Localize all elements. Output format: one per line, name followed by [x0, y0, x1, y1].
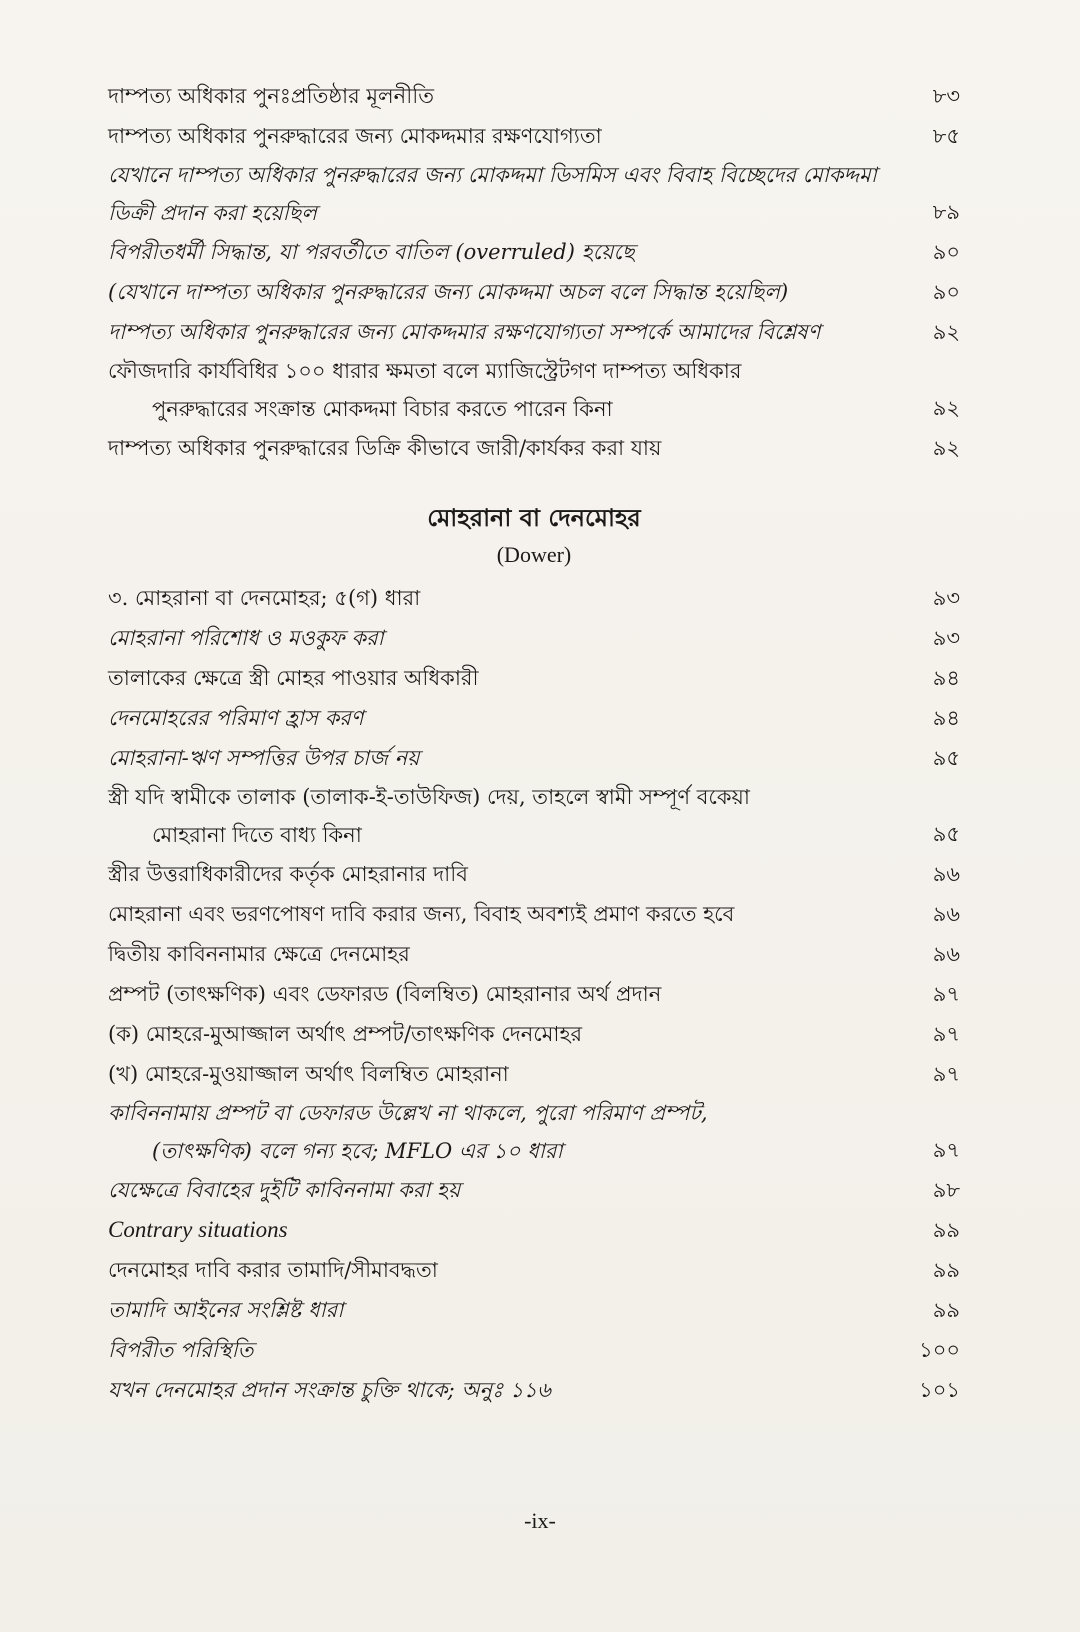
toc-entry-line-2: (তাৎক্ষণিক) বলে গন্য হবে; MFLO এর ১০ ধারা: [152, 1139, 563, 1163]
toc-entry-text: Contrary situations: [108, 1217, 288, 1242]
toc-entry-text: যখন দেনমোহর প্রদান সংক্রান্ত চুক্তি থাকে; অনুঃ ১১৬: [108, 1378, 551, 1402]
toc-entry: [108, 658, 960, 698]
toc-entry: [108, 1210, 960, 1250]
toc-entry-text: মোহরানা-ঋণ সম্পত্তির উপর চার্জ নয়: [108, 746, 420, 770]
toc-entry-hanging: [108, 352, 960, 428]
toc-entry: [108, 232, 960, 272]
toc-entry-page: ৯৬: [932, 942, 960, 966]
toc-entry-page: ৮৯: [932, 200, 960, 224]
toc-entry-page: ৯৭: [932, 1062, 960, 1086]
toc-entry: [108, 1370, 960, 1410]
toc-entry-text: যেখানে দাম্পত্য অধিকার পুনরুদ্ধারের জন্য মোকদ্দমা ডিসমিস এবং বিবাহ বিচ্ছেদের মোকদ্দমা ডিক্রী প্রদান করা হয়েছিল: [108, 163, 877, 225]
toc-entry: [108, 974, 960, 1014]
toc-entry-text: প্রম্পট (তাৎক্ষণিক) এবং ডেফারড (বিলম্বিত) মোহরানার অর্থ প্রদান: [108, 982, 662, 1006]
toc-entry: [108, 1170, 960, 1210]
toc-entry: [108, 698, 960, 738]
toc-entry: [108, 894, 960, 934]
toc-entry: [108, 854, 960, 894]
toc-entry-text: তামাদি আইনের সংশ্লিষ্ট ধারা: [108, 1298, 344, 1322]
toc-entry-text: দাম্পত্য অধিকার পুনরুদ্ধারের জন্য মোকদ্দমার রক্ষণযোগ্যতা: [108, 124, 602, 148]
toc-entry: [108, 428, 960, 468]
toc-entry-line-2: মোহরানা দিতে বাধ্য কিনা: [152, 823, 362, 847]
toc-entry-page: ৯৩: [932, 626, 960, 650]
toc-entry-text: তালাকের ক্ষেত্রে স্ত্রী মোহর পাওয়ার অধিকারী: [108, 666, 479, 690]
toc-entry-text: দেনমোহর দাবি করার তামাদি/সীমাবদ্ধতা: [108, 1258, 438, 1282]
toc-entry-text: (যেখানে দাম্পত্য অধিকার পুনরুদ্ধারের জন্য মোকদ্দমা অচল বলে সিদ্ধান্ত হয়েছিল): [108, 280, 789, 304]
toc-entry-page: ৯২: [932, 436, 960, 460]
toc-entry-text: মোহরানা পরিশোধ ও মওকুফ করা: [108, 626, 384, 650]
toc-entry-text: (ক) মোহরে-মুআজ্জাল অর্থাৎ প্রম্পট/তাৎক্ষণিক দেনমোহর: [108, 1022, 583, 1046]
toc-entry: [108, 156, 960, 232]
toc-entry-page: ৯৭: [932, 982, 960, 1006]
toc-entry-text: বিপরীতধর্মী সিদ্ধান্ত, যা পরবর্তীতে বাতিল (overruled) হয়েছে: [108, 240, 635, 264]
toc-entry: [108, 272, 960, 312]
toc-entry-text: স্ত্রীর উত্তরাধিকারীদের কর্তৃক মোহরানার দাবি: [108, 862, 468, 886]
toc-entry-page: ১০১: [919, 1378, 960, 1402]
toc-entry-page: ৯৪: [932, 666, 960, 690]
toc-entry-page: ৯৪: [932, 706, 960, 730]
toc-entry: [108, 578, 960, 618]
toc-entry-page: ৯০: [932, 280, 960, 304]
toc-entry-page: ৯৯: [932, 1298, 960, 1322]
toc-entry: [108, 934, 960, 974]
toc-entry: [108, 312, 960, 352]
toc-entry-text: মোহরানা এবং ভরণপোষণ দাবি করার জন্য, বিবাহ অবশ্যই প্রমাণ করতে হবে: [108, 902, 735, 926]
toc-entry-text: দ্বিতীয় কাবিননামার ক্ষেত্রে দেনমোহর: [108, 942, 410, 966]
toc-entry-text: দাম্পত্য অধিকার পুনঃপ্রতিষ্ঠার মূলনীতি: [108, 84, 434, 108]
toc-entry-page: ৯৬: [932, 862, 960, 886]
toc-entry: [108, 1014, 960, 1054]
toc-entry-page: ১০০: [919, 1338, 960, 1362]
toc-group-1: [108, 76, 960, 468]
toc-entry-page: ৮৩: [932, 84, 960, 108]
toc-entry-text: [108, 352, 908, 428]
section-title: মোহরানা বা দেনমোহর: [427, 503, 641, 532]
section-subtitle: (Dower): [496, 542, 572, 567]
toc-entry: [108, 618, 960, 658]
toc-entry-hanging: [108, 1094, 960, 1170]
toc-entry-line-2: পুনরুদ্ধারের সংক্রান্ত মোকদ্দমা বিচার করতে পারেন কিনা: [152, 397, 613, 421]
toc-entry-text: দাম্পত্য অধিকার পুনরুদ্ধারের ডিক্রি কীভাবে জারী/কার্যকর করা যায়: [108, 436, 662, 460]
toc-entry-page: ৯০: [932, 240, 960, 264]
toc-entry-page: ৯৫: [932, 822, 960, 846]
toc-entry: [108, 116, 960, 156]
toc-entry: [108, 1330, 960, 1370]
toc-entry-hanging: [108, 778, 960, 854]
toc-entry-text: বিপরীত পরিস্থিতি: [108, 1338, 254, 1362]
toc-entry-page: ৯২: [932, 396, 960, 420]
toc-entry-text: ৩. মোহরানা বা দেনমোহর; ৫(গ) ধারা: [108, 586, 421, 610]
toc-entry-text: দেনমোহরের পরিমাণ হ্রাস করণ: [108, 706, 364, 730]
toc-entry-line-1: স্ত্রী যদি স্বামীকে তালাক (তালাক-ই-তাউফিজ) দেয়, তাহলে স্বামী সম্পূর্ণ বকেয়া: [108, 785, 751, 809]
toc-entry-page: ৯২: [932, 320, 960, 344]
toc-entry-line-1: ফৌজদারি কার্যবিধির ১০০ ধারার ক্ষমতা বলে ম্যাজিস্ট্রেটগণ দাম্পত্য অধিকার: [108, 359, 742, 383]
toc-entry-page: ৯৯: [932, 1258, 960, 1282]
toc-entry-page: ৯৩: [932, 586, 960, 610]
toc-entry-text: (খ) মোহরে-মুওয়াজ্জাল অর্থাৎ বিলম্বিত মোহরানা: [108, 1062, 509, 1086]
toc-entry-page: ৯৮: [932, 1178, 960, 1202]
toc-entry-text: যেক্ষেত্রে বিবাহের দুইটি কাবিননামা করা হয়: [108, 1178, 461, 1202]
toc-entry-page: ৯৫: [932, 746, 960, 770]
toc-entry: [108, 1290, 960, 1330]
toc-entry-page: ৯৭: [932, 1022, 960, 1046]
toc-entry-line-1: কাবিননামায় প্রম্পট বা ডেফারড উল্লেখ না থাকলে, পুরো পরিমাণ প্রম্পট,: [108, 1101, 708, 1125]
toc-entry-page: ৯৯: [932, 1218, 960, 1242]
toc-entry: [108, 1054, 960, 1094]
toc-entry: [108, 738, 960, 778]
page-folio: -ix-: [524, 1508, 556, 1533]
toc-entry-text: [108, 1094, 908, 1170]
toc-entry: [108, 76, 960, 116]
toc-entry-page: ৯৭: [932, 1138, 960, 1162]
toc-entry-text: দাম্পত্য অধিকার পুনরুদ্ধারের জন্য মোকদ্দমার রক্ষণযোগ্যতা সম্পর্কে আমাদের বিশ্লেষণ: [108, 320, 821, 344]
toc-entry-text: [108, 778, 908, 854]
toc-entry-page: ৮৫: [932, 124, 960, 148]
toc-group-dower: [108, 578, 960, 1410]
toc-entry: [108, 1250, 960, 1290]
toc-entry-page: ৯৬: [932, 902, 960, 926]
